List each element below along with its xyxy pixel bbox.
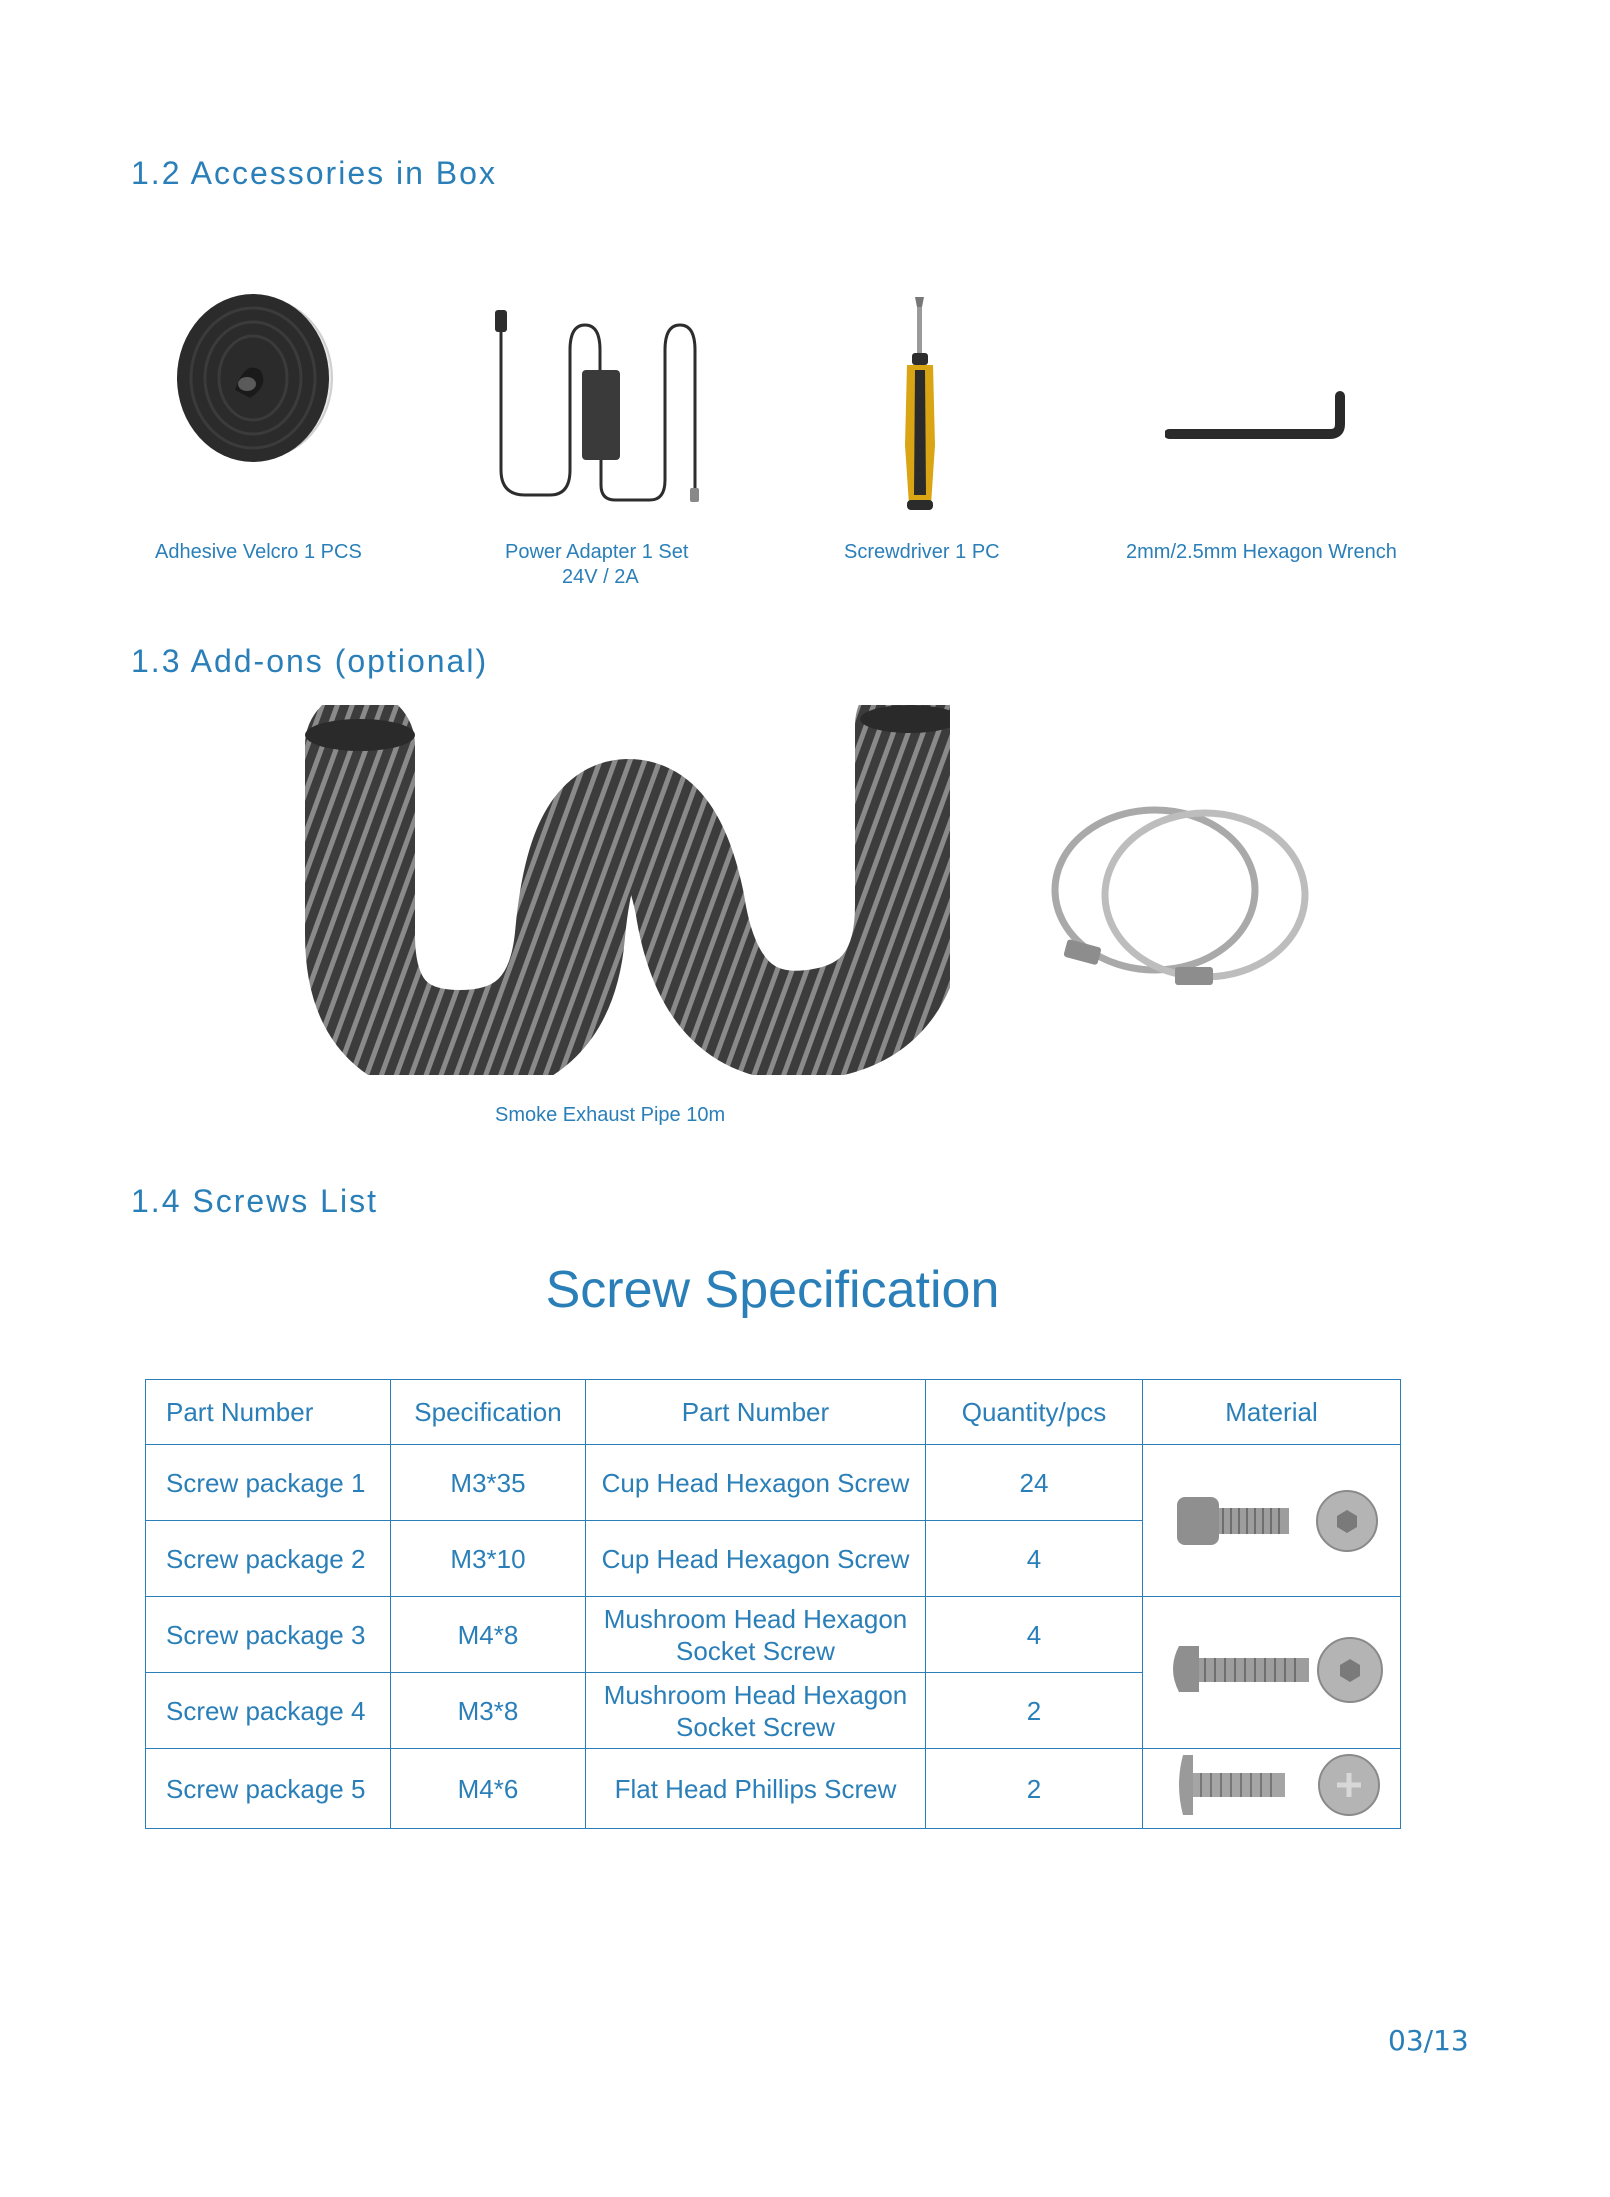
cell-qty: 4 bbox=[926, 1521, 1143, 1597]
cell-qty: 24 bbox=[926, 1445, 1143, 1521]
header-part-name: Part Number bbox=[586, 1380, 926, 1445]
mushroom-head-screw-icon bbox=[1157, 1624, 1387, 1714]
cell-part: Screw package 1 bbox=[146, 1445, 391, 1521]
header-specification: Specification bbox=[391, 1380, 586, 1445]
cell-name: Mushroom Head Hexagon Socket Screw bbox=[586, 1673, 926, 1749]
header-part-number: Part Number bbox=[146, 1380, 391, 1445]
addon-label-exhaust-pipe: Smoke Exhaust Pipe 10m bbox=[495, 1104, 726, 1126]
velcro-roll-icon bbox=[165, 290, 345, 470]
page-number: 03/13 bbox=[1388, 2024, 1469, 2057]
hex-wrench-icon bbox=[1165, 390, 1350, 450]
cell-spec: M3*10 bbox=[391, 1521, 586, 1597]
cell-material-flat-head bbox=[1143, 1749, 1401, 1829]
cell-spec: M4*6 bbox=[391, 1749, 586, 1829]
table-header-row bbox=[146, 1380, 1401, 1445]
cup-head-screw-icon bbox=[1157, 1472, 1387, 1562]
cell-spec: M3*35 bbox=[391, 1445, 586, 1521]
screw-spec-table bbox=[145, 1379, 1401, 1829]
cell-part: Screw package 3 bbox=[146, 1597, 391, 1673]
section-title-accessories: 1.2 Accessories in Box bbox=[131, 155, 497, 191]
accessory-label-velcro: Adhesive Velcro 1 PCS bbox=[155, 541, 362, 563]
section-title-screws: 1.4 Screws List bbox=[131, 1183, 378, 1219]
accessory-label-power-adapter: Power Adapter 1 Set bbox=[505, 541, 689, 563]
cell-name: Mushroom Head Hexagon Socket Screw bbox=[586, 1597, 926, 1673]
table-row bbox=[146, 1597, 1401, 1673]
flat-head-phillips-screw-icon bbox=[1157, 1749, 1387, 1821]
cell-part: Screw package 5 bbox=[146, 1749, 391, 1829]
header-quantity: Quantity/pcs bbox=[926, 1380, 1143, 1445]
header-material: Material bbox=[1143, 1380, 1401, 1445]
screwdriver-icon bbox=[895, 295, 945, 515]
cell-spec: M4*8 bbox=[391, 1597, 586, 1673]
cell-material-cup-head bbox=[1143, 1445, 1401, 1597]
hose-clamp-icon bbox=[1050, 795, 1315, 995]
cell-name: Flat Head Phillips Screw bbox=[586, 1749, 926, 1829]
cell-qty: 2 bbox=[926, 1673, 1143, 1749]
cell-material-mushroom-head bbox=[1143, 1597, 1401, 1749]
accessory-sublabel-power-adapter: 24V / 2A bbox=[562, 566, 639, 588]
table-title: Screw Specification bbox=[545, 1261, 1000, 1319]
table-row bbox=[146, 1749, 1401, 1829]
section-title-addons: 1.3 Add-ons (optional) bbox=[131, 643, 489, 679]
cell-qty: 2 bbox=[926, 1749, 1143, 1829]
cell-part: Screw package 2 bbox=[146, 1521, 391, 1597]
cell-spec: M3*8 bbox=[391, 1673, 586, 1749]
accessory-label-hex-wrench: 2mm/2.5mm Hexagon Wrench bbox=[1126, 541, 1397, 563]
cell-qty: 4 bbox=[926, 1597, 1143, 1673]
cell-name: Cup Head Hexagon Screw bbox=[586, 1521, 926, 1597]
table-row bbox=[146, 1445, 1401, 1521]
cell-name: Cup Head Hexagon Screw bbox=[586, 1445, 926, 1521]
cell-part: Screw package 4 bbox=[146, 1673, 391, 1749]
exhaust-pipe-icon bbox=[290, 705, 950, 1075]
power-adapter-icon bbox=[490, 300, 705, 510]
accessory-label-screwdriver: Screwdriver 1 PC bbox=[844, 541, 1000, 563]
